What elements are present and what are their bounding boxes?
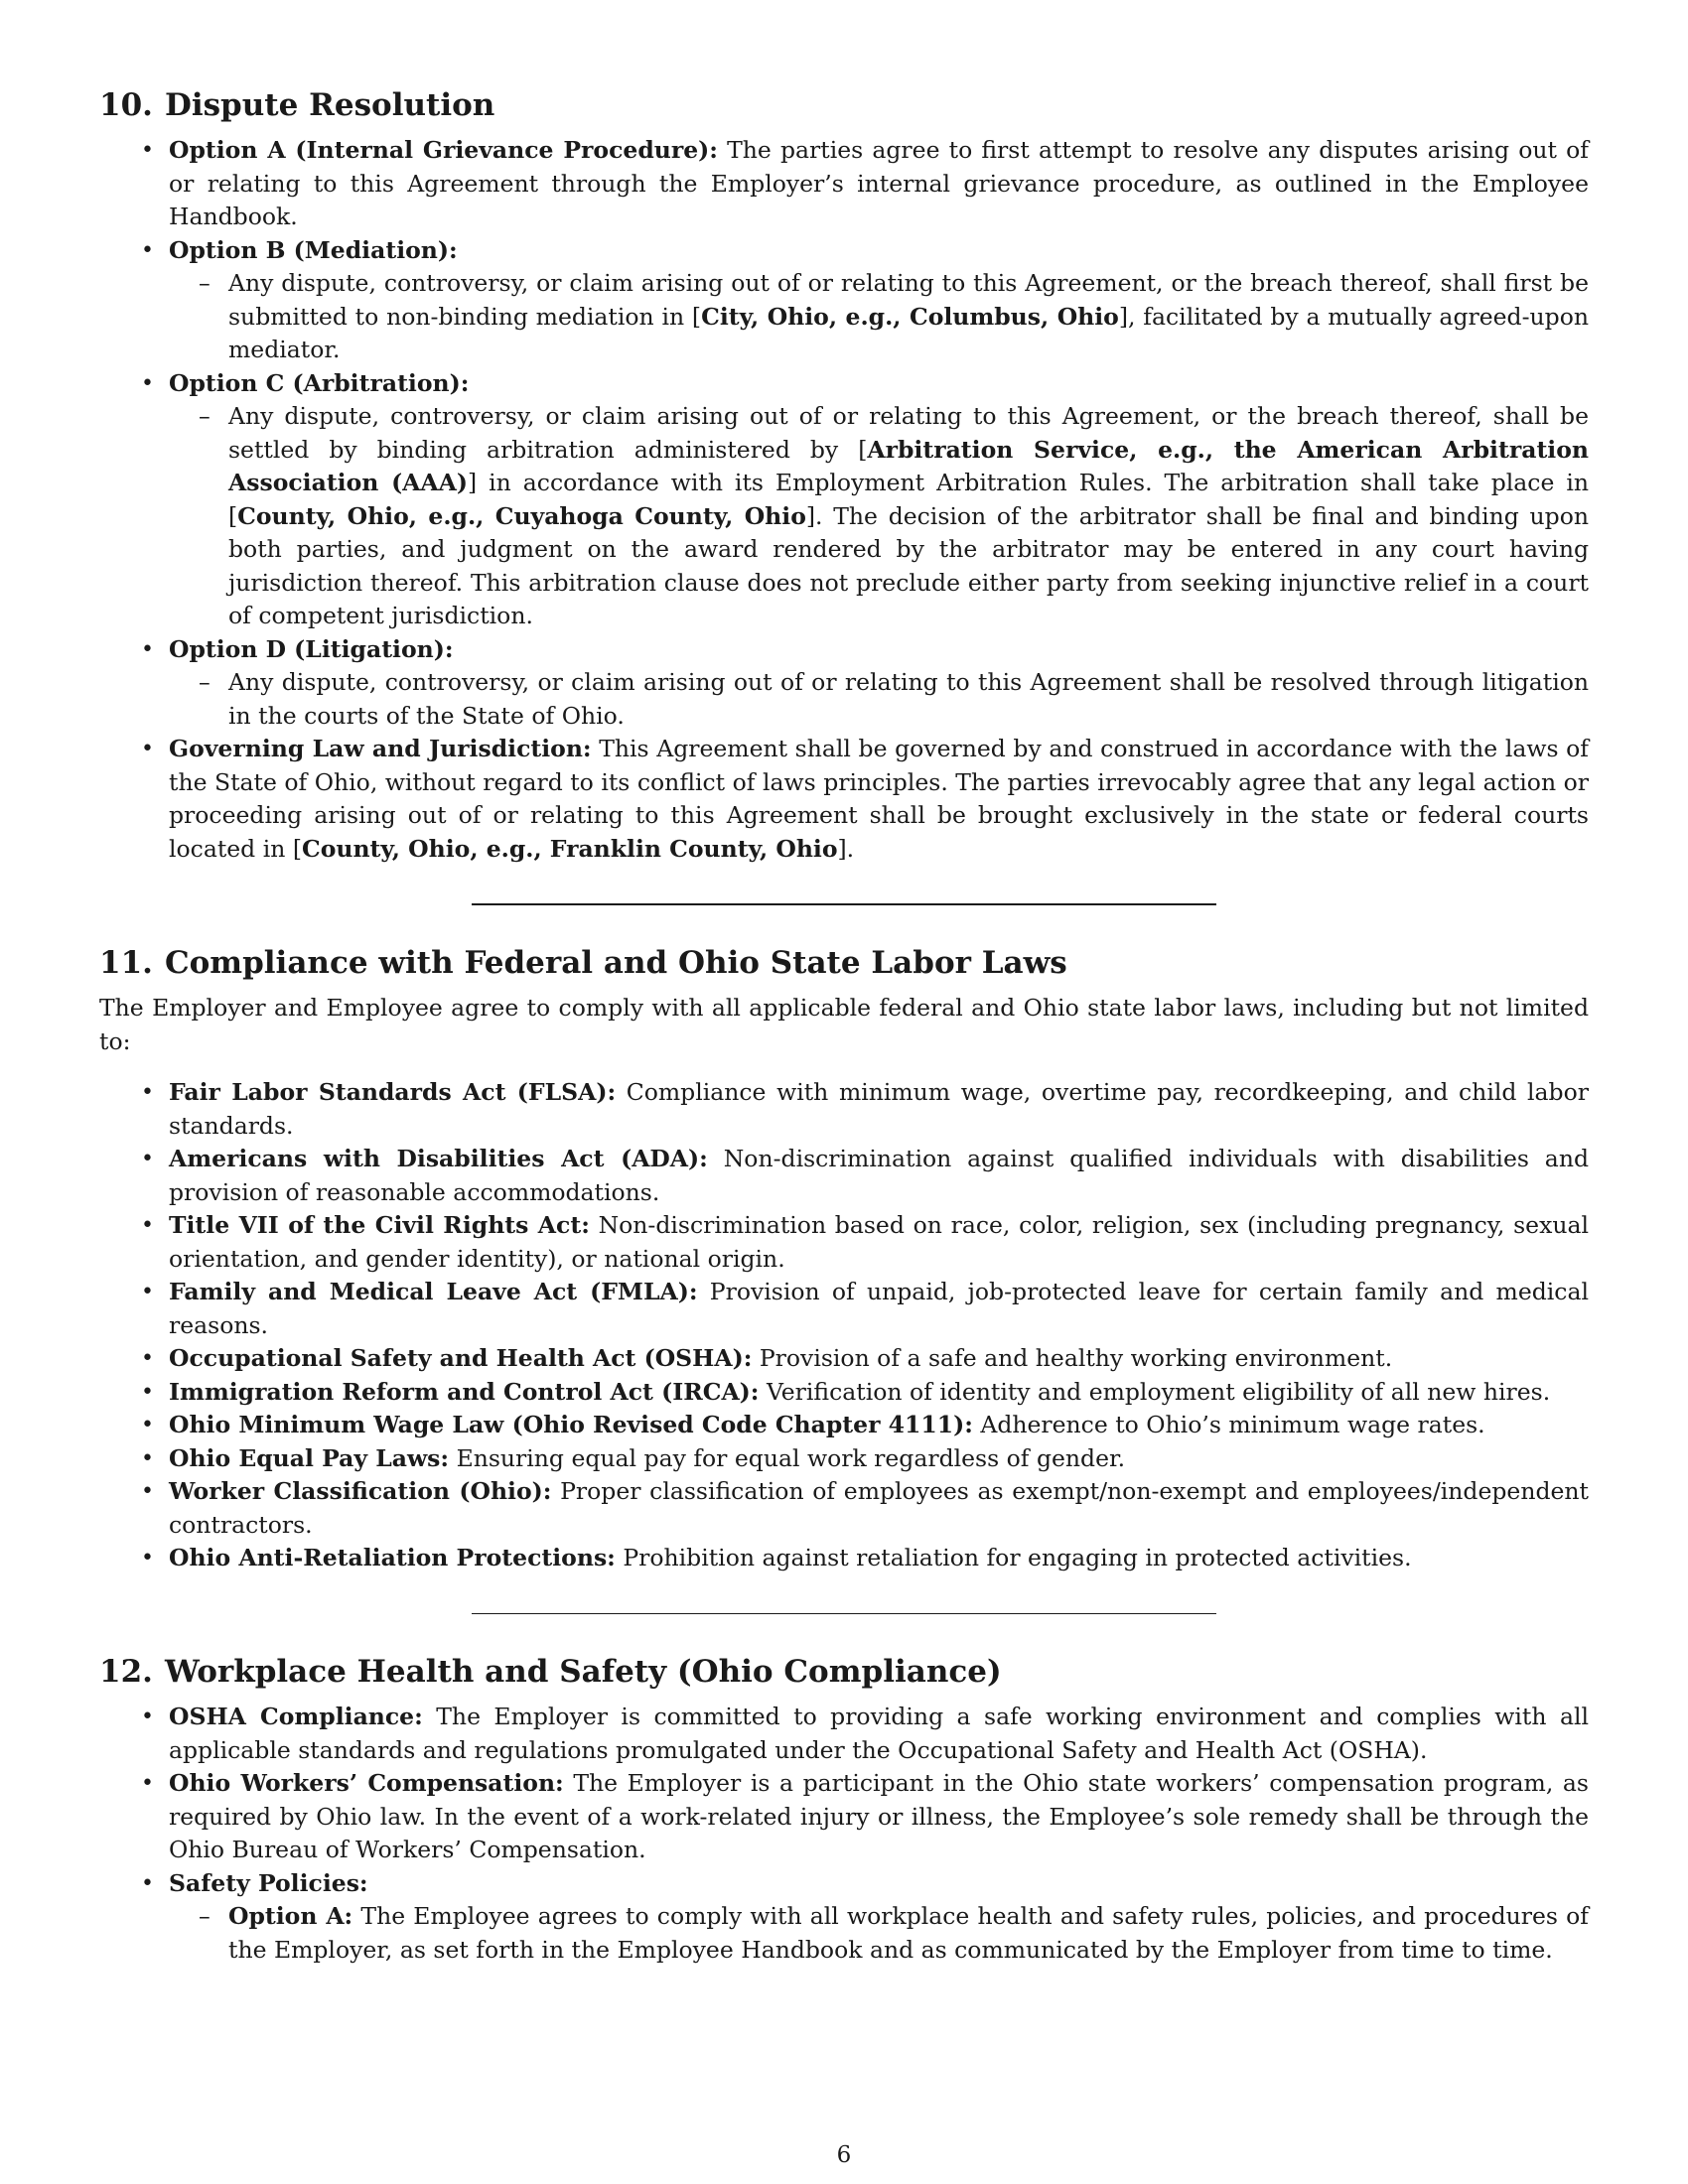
list-item: • Option A (Internal Grievance Procedure): The parties agree to first attempt to resolve any disputes arising out of or relating to this Agreement through the Employer’s internal grievance procedure, as outlined in the Employee Handbook.	[169, 134, 1589, 234]
sub-list-item: – Option A: The Employee agrees to comply with all workplace health and safety rules, policies, and procedures of the Employer, as set forth in the Employee Handbook and as communicated by the Employer from time to time.	[228, 1900, 1589, 1967]
section-divider	[472, 1613, 1216, 1614]
section-11-list	[99, 1076, 1589, 1575]
section-10-list	[99, 134, 1589, 866]
sub-list-item: – Any dispute, controversy, or claim arising out of or relating to this Agreement shall be resolved through litigation in the courts of the State of Ohio.	[228, 666, 1589, 733]
list-item: • Option C (Arbitration): – Any dispute, controversy, or claim arising out of or relating to this Agreement, or the breach thereof, shall be settled by binding arbitration administered by [Arbitration Service, e.g., the American Arbitration Association (AAA)] in accordance with its Employment Arbitration Rules. The arbitration shall take place in [County, Ohio, e.g., Cuyahoga County, Ohio]. The decision of the arbitrator shall be final and binding upon both parties, and judgment on the award rendered by the arbitrator may be entered in any court having jurisdiction thereof. This arbitration clause does not preclude either party from seeking injunctive relief in a court of competent jurisdiction.	[169, 367, 1589, 633]
list-item: • Ohio Minimum Wage Law (Ohio Revised Code Chapter 4111): Adherence to Ohio’s minimum wage rates.	[169, 1409, 1589, 1442]
list-item: • Immigration Reform and Control Act (IRCA): Verification of identity and employment eligibility of all new hires.	[169, 1376, 1589, 1410]
section-11-intro: The Employer and Employee agree to comply with all applicable federal and Ohio state labor laws, including but not limited to:	[99, 994, 1589, 1055]
list-item: • Option D (Litigation): – Any dispute, controversy, or claim arising out of or relating to this Agreement shall be resolved through litigation in the courts of the State of Ohio.	[169, 633, 1589, 734]
list-item: • Option B (Mediation): – Any dispute, controversy, or claim arising out of or relating to this Agreement, or the breach thereof, shall first be submitted to non-binding mediation in [City, Ohio, e.g., Columbus, Ohio], facilitated by a mutually agreed-upon mediator.	[169, 234, 1589, 367]
sub-list-item: – Any dispute, controversy, or claim arising out of or relating to this Agreement, or the breach thereof, shall first be submitted to non-binding mediation in [City, Ohio, e.g., Columbus, Ohio], facilitated by a mutually agreed-upon mediator.	[228, 267, 1589, 367]
list-item: • OSHA Compliance: The Employer is committed to providing a safe working environment and complies with all applicable standards and regulations promulgated under the Occupational Safety and Health Act (OSHA).	[169, 1701, 1589, 1767]
section-divider	[472, 903, 1216, 905]
page-number: 6	[836, 2142, 852, 2168]
section-11-heading: 11. Compliance with Federal and Ohio State Labor Laws	[99, 945, 1067, 982]
list-item: • Safety Policies: – Option A: The Employee agrees to comply with all workplace health and safety rules, policies, and procedures of the Employer, as set forth in the Employee Handbook and as communicated by the Employer from time to time.	[169, 1867, 1589, 1968]
list-item: • Title VII of the Civil Rights Act: Non-discrimination based on race, color, religion, sex (including pregnancy, sexual orientation, and gender identity), or national origin.	[169, 1209, 1589, 1276]
list-item: • Ohio Workers’ Compensation: The Employer is a participant in the Ohio state workers’ compensation program, as required by Ohio law. In the event of a work-related injury or illness, the Employee’s sole remedy shall be through the Ohio Bureau of Workers’ Compensation.	[169, 1767, 1589, 1867]
list-item: • Fair Labor Standards Act (FLSA): Compliance with minimum wage, overtime pay, recordkeeping, and child labor standards.	[169, 1076, 1589, 1143]
section-12-heading: 12. Workplace Health and Safety (Ohio Compliance)	[99, 1653, 1002, 1690]
list-item: • Family and Medical Leave Act (FMLA): Provision of unpaid, job-protected leave for certain family and medical reasons.	[169, 1276, 1589, 1342]
sub-list-item: – Any dispute, controversy, or claim arising out of or relating to this Agreement, or the breach thereof, shall be settled by binding arbitration administered by [Arbitration Service, e.g., the American Arbitration Association (AAA)] in accordance with its Employment Arbitration Rules. The arbitration shall take place in [County, Ohio, e.g., Cuyahoga County, Ohio]. The decision of the arbitrator shall be final and binding upon both parties, and judgment on the award rendered by the arbitrator may be entered in any court having jurisdiction thereof. This arbitration clause does not preclude either party from seeking injunctive relief in a court of competent jurisdiction.	[228, 400, 1589, 633]
list-item: • Worker Classification (Ohio): Proper classification of employees as exempt/non-exempt and employees/independent contractors.	[169, 1475, 1589, 1542]
list-item: • Governing Law and Jurisdiction: This Agreement shall be governed by and construed in accordance with the laws of the State of Ohio, without regard to its conflict of laws principles. The parties irrevocably agree that any legal action or proceeding arising out of or relating to this Agreement shall be brought exclusively in the state or federal courts located in [County, Ohio, e.g., Franklin County, Ohio].	[169, 733, 1589, 866]
document-page	[99, 87, 1589, 1967]
section-10-heading: 10. Dispute Resolution	[99, 87, 495, 123]
list-item: • Ohio Anti-Retaliation Protections: Prohibition against retaliation for engaging in protected activities.	[169, 1542, 1589, 1575]
list-item: • Americans with Disabilities Act (ADA): Non-discrimination against qualified individuals with disabilities and provision of reasonable accommodations.	[169, 1143, 1589, 1209]
list-item: • Occupational Safety and Health Act (OSHA): Provision of a safe and healthy working environment.	[169, 1342, 1589, 1376]
list-item: • Ohio Equal Pay Laws: Ensuring equal pay for equal work regardless of gender.	[169, 1442, 1589, 1476]
section-12-list	[99, 1701, 1589, 1967]
